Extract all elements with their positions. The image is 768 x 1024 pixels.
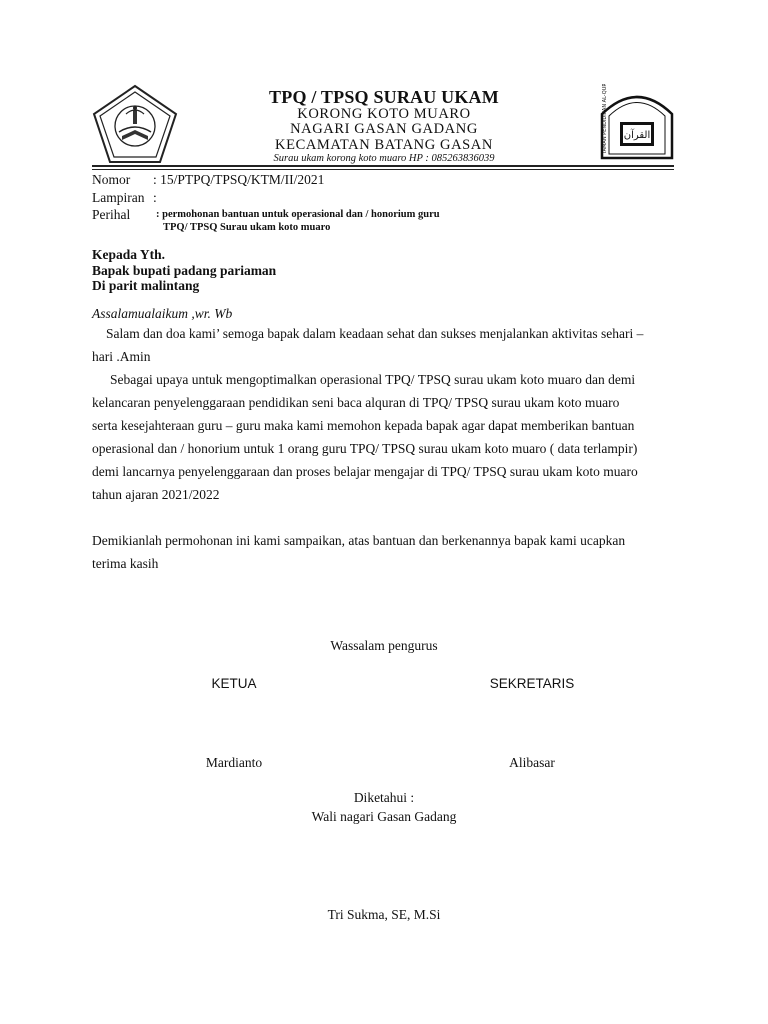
diketahui: Diketahui : xyxy=(353,790,415,805)
paragraph-1-line-2: hari .Amin xyxy=(92,349,151,364)
paragraph-2-line-1: Sebagai upaya untuk mengoptimalkan operasional TPQ/ TPSQ surau ukam koto muaro dan demi xyxy=(110,372,636,387)
sekretaris-label: SEKRETARIS xyxy=(489,676,575,691)
left-logo xyxy=(92,84,178,164)
nomor-value: : 15/PTPQ/TPSQ/KTM/II/2021 xyxy=(153,172,325,187)
letterhead-title: TPQ / TPSQ SURAU UKAM xyxy=(269,87,499,107)
perihal-line-2: TPQ/ TPSQ Surau ukam koto muaro xyxy=(163,222,331,233)
perihal-label: Perihal xyxy=(92,207,131,222)
addressee-line-2: Bapak bupati padang pariaman xyxy=(92,263,277,278)
paragraph-1-line-1: Salam dan doa kami’ semoga bapak dalam keadaan sehat dan sukses menjalankan aktivitas sehari – xyxy=(106,326,644,341)
greeting: Assalamualaikum ,wr. Wb xyxy=(92,306,233,321)
nomor-label: Nomor xyxy=(92,172,131,187)
right-logo-arabic: القرآن xyxy=(623,130,651,141)
letterhead-kecamatan: KECAMATAN BATANG GASAN xyxy=(275,137,493,153)
right-logo-side-text: TAMAN PENDIDIKAN AL-QUR'AN xyxy=(602,84,608,154)
perihal-line-1: : permohonan bantuan untuk operasional dan / honorium guru xyxy=(156,209,440,220)
paragraph-3-line-2: terima kasih xyxy=(92,556,159,571)
wali-nagari-title: Wali nagari Gasan Gadang xyxy=(311,809,457,824)
ketua-name: Mardianto xyxy=(205,755,263,770)
lampiran-label: Lampiran xyxy=(92,190,145,205)
right-logo xyxy=(600,84,674,160)
letterhead-rule-top xyxy=(92,165,674,167)
ketua-label: KETUA xyxy=(211,676,257,691)
letterhead-nagari: NAGARI GASAN GADANG xyxy=(290,121,478,137)
wassalam: Wassalam pengurus xyxy=(330,638,438,653)
paragraph-2-line-4: operasional dan / honorium untuk 1 orang guru TPQ/ TPSQ surau ukam koto muaro ( data terlampir) xyxy=(92,441,638,456)
letterhead-korong: KORONG KOTO MUARO xyxy=(297,106,471,122)
paragraph-3-line-1: Demikianlah permohonan ini kami sampaikan, atas bantuan dan berkenannya bapak kami ucapkan xyxy=(92,533,626,548)
letterhead-rule-bottom xyxy=(92,169,674,170)
paragraph-2-line-6: tahun ajaran 2021/2022 xyxy=(92,487,220,502)
paragraph-2-line-3: serta kesejahteraan guru – guru maka kami memohon kepada bapak agar dapat memberikan bantuan xyxy=(92,418,635,433)
letterhead-contact: Surau ukam korong koto muaro HP : 085263836039 xyxy=(273,153,495,164)
sekretaris-name: Alibasar xyxy=(509,755,555,770)
paragraph-2-line-5: demi lancarnya penyelenggaraan dan proses belajar mengajar di TPQ/ TPSQ surau ukam koto muaro xyxy=(92,464,638,479)
ministry-emblem-icon xyxy=(92,84,178,164)
tpq-emblem-icon xyxy=(600,84,674,160)
addressee-line-3: Di parit malintang xyxy=(92,278,200,293)
paragraph-2-line-2: kelancaran penyelenggaraan pendidikan seni baca alquran di TPQ/ TPSQ surau ukam koto muaro xyxy=(92,395,620,410)
lampiran-value: : xyxy=(153,190,157,205)
wali-nagari-name: Tri Sukma, SE, M.Si xyxy=(327,907,441,922)
addressee-line-1: Kepada Yth. xyxy=(92,247,166,262)
